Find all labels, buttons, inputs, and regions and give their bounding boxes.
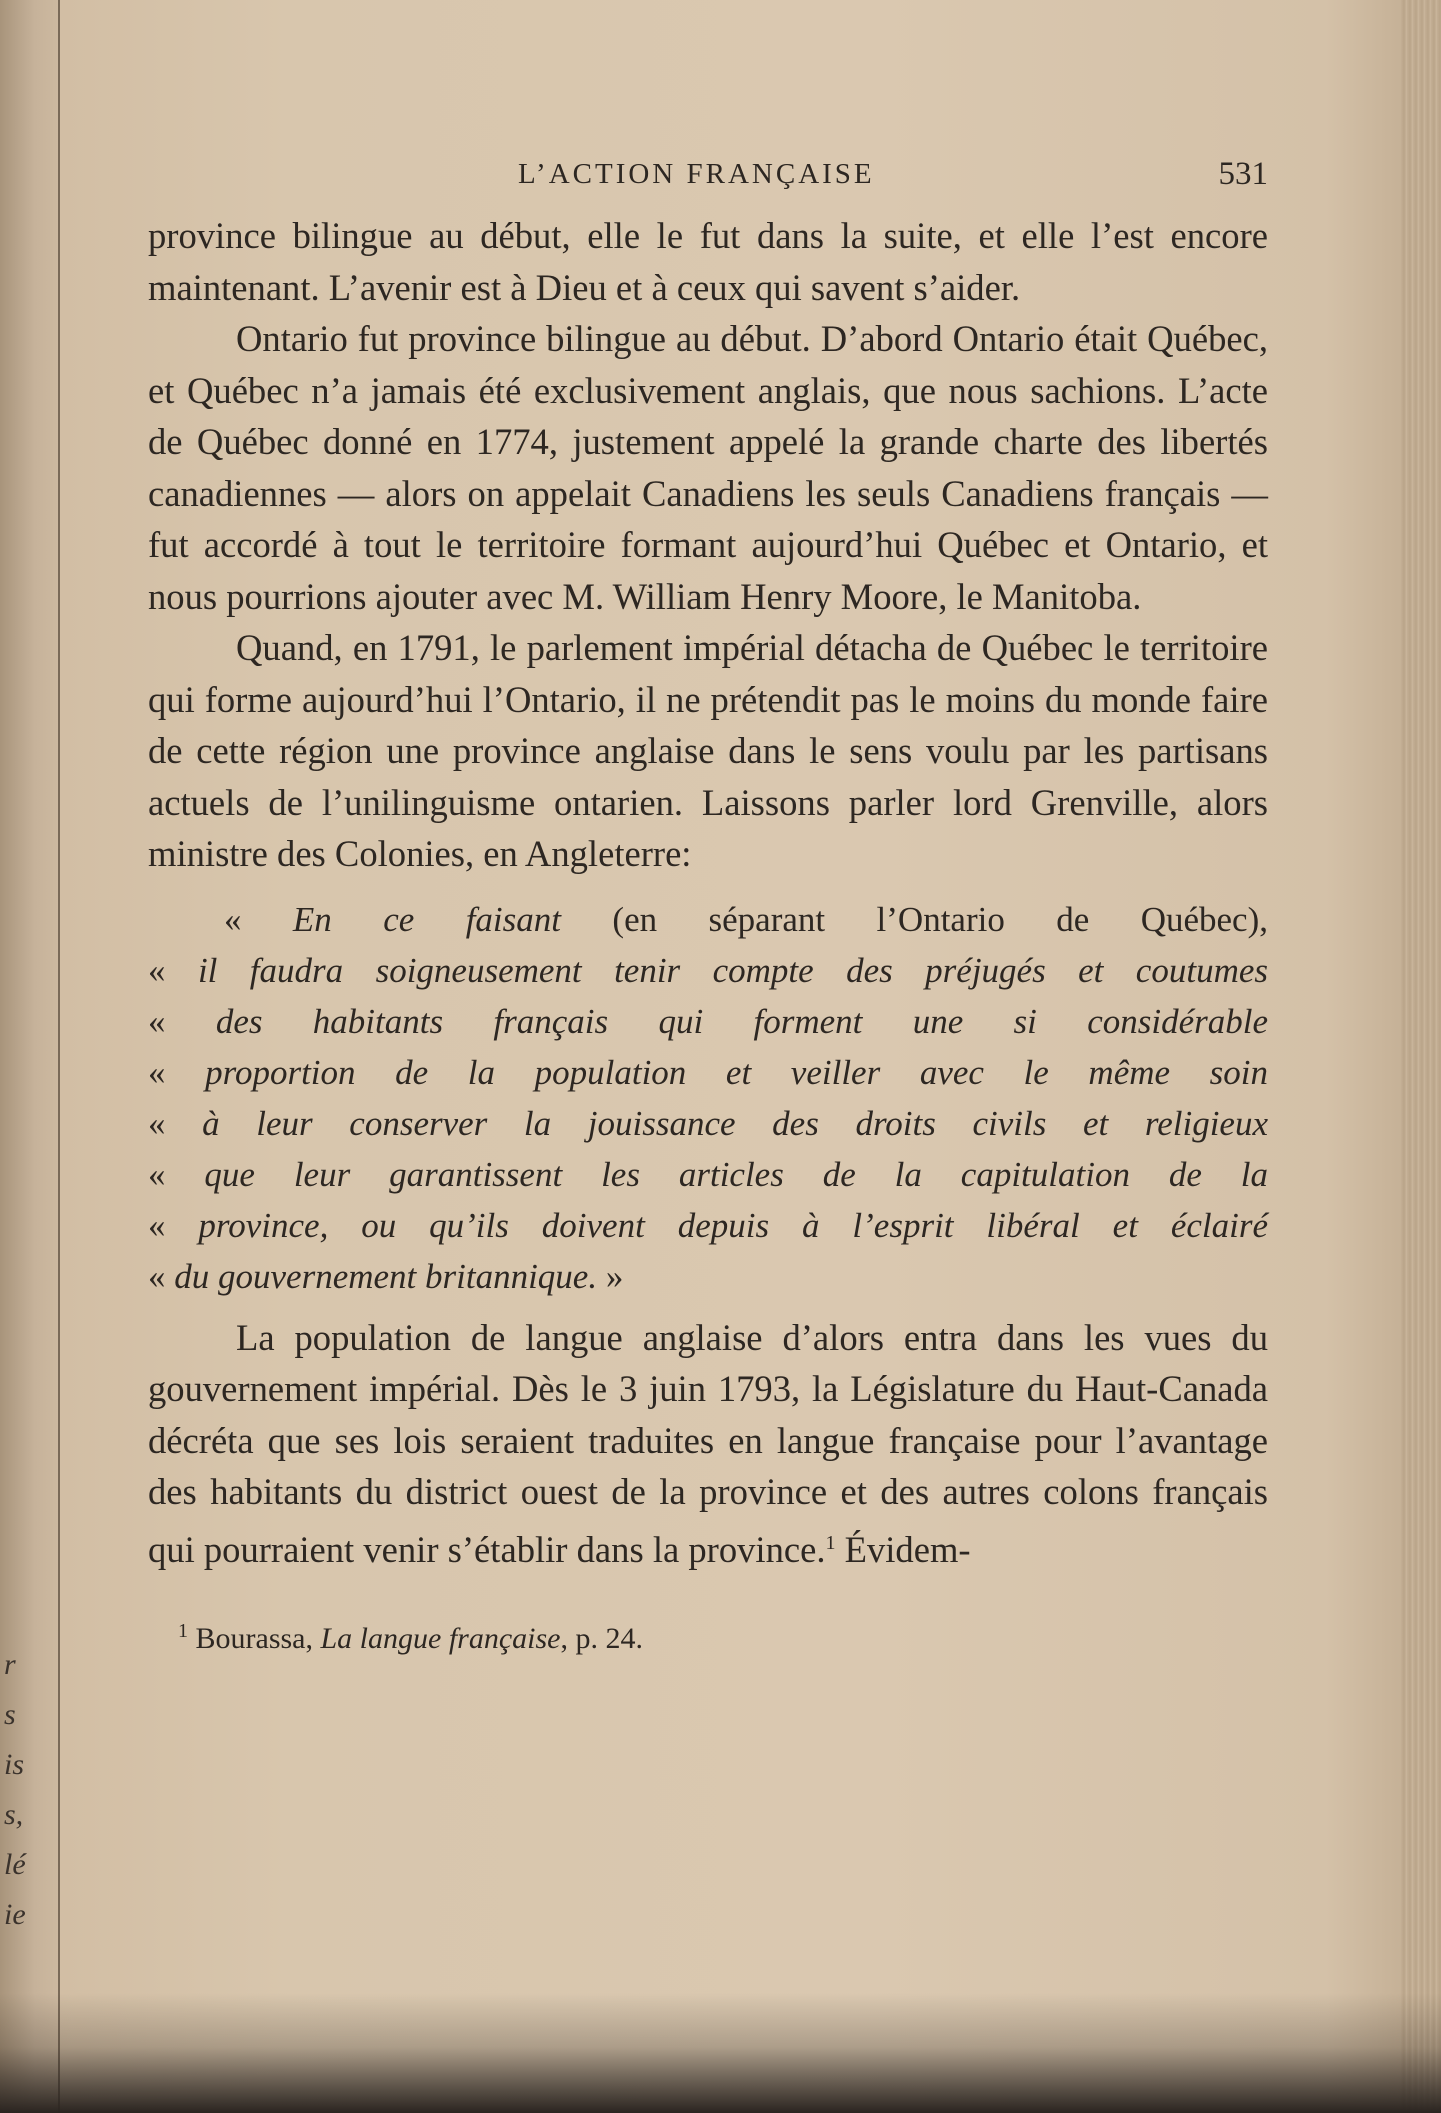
quote-line	[148, 1149, 1268, 1200]
text-block	[148, 150, 1268, 1659]
quote-mark: «	[224, 899, 293, 939]
page-edge-right	[1401, 0, 1441, 2113]
paragraph: province bilingue au début, elle le fut dans la suite, et elle l’est encore maintenant. L’avenir est à Dieu et à ceux qui savent s’aider.	[148, 215, 1268, 308]
margin-fragment: s,	[4, 1798, 24, 1831]
quote-line	[148, 945, 1268, 996]
quote-mark: «	[148, 1205, 199, 1245]
quote-mark: «	[148, 1103, 203, 1143]
quote-roman: (en séparant l’Ontario de Québec),	[561, 899, 1268, 939]
footnote	[148, 1611, 1268, 1659]
margin-fragment: ie	[4, 1898, 26, 1931]
footnote-ref: 1	[825, 1531, 836, 1554]
body-text	[148, 210, 1268, 1575]
paragraph-text-end: Évidem-	[835, 1528, 971, 1570]
running-head: L’ACTION FRANÇAISE	[518, 158, 875, 190]
paragraph: Quand, en 1791, le parlement impérial détacha de Québec le territoire qui forme aujourd’hui l’Ontario, il ne prétendit pas le moins du monde faire de cette région une province anglaise dans le sens voulu par les partisans actuels de l’unilinguisme ontarien. Laissons parler lord Grenville, alors ministre des Colonies, en Angleterre:	[148, 627, 1268, 874]
quote-mark: «	[148, 1256, 175, 1296]
margin-fragment: r	[4, 1648, 16, 1681]
quote-line	[148, 894, 1268, 945]
footnote-author: Bourassa,	[195, 1622, 321, 1656]
paragraph-text: La population de langue anglaise d’alors entra dans les vues du gouvernement impérial. Dès le 3 juin 1793, la Législature du Haut-Canada décréta que ses lois seraient traduites en langue française pour l’avantage des habitants du district ouest de la province et des autres colons français qui pourraient venir s’établir dans la province.	[148, 1316, 1268, 1570]
quote-mark: «	[148, 950, 198, 990]
quote-italic: des habitants français qui forment une si considérable	[215, 1001, 1269, 1041]
quote-line	[148, 1098, 1268, 1149]
quote-roman: »	[597, 1256, 624, 1296]
paragraph	[148, 1312, 1268, 1576]
quote-italic: En ce faisant	[292, 899, 561, 939]
quote-line	[148, 1200, 1268, 1251]
quote-mark: «	[148, 1001, 216, 1041]
quote-italic: proportion de la population et veiller avec le même soin	[205, 1052, 1268, 1092]
margin-fragment: lé	[4, 1848, 26, 1881]
margin-fragment: s	[4, 1698, 16, 1731]
page-number: 531	[1218, 156, 1268, 192]
quote-italic: province, ou qu’ils doivent depuis à l’esprit libéral et éclairé	[198, 1205, 1269, 1245]
margin-fragment: is	[4, 1748, 25, 1781]
quote-line	[148, 1251, 1268, 1302]
quote-italic: du gouvernement britannique.	[174, 1256, 598, 1296]
quote-italic: que leur garantissent les articles de la capitulation de la	[204, 1154, 1268, 1194]
quote-mark: «	[148, 1154, 205, 1194]
page-header	[148, 150, 1268, 210]
footnote-number: 1	[178, 1620, 188, 1643]
quote-italic: à leur conserver la jouissance des droits civils et religieux	[202, 1103, 1268, 1143]
adjacent-page-fragments	[4, 1640, 48, 1940]
bottom-shadow	[0, 1993, 1441, 2113]
footnote-page: , p. 24.	[560, 1622, 643, 1656]
quote-line	[148, 1047, 1268, 1098]
footnote-title: La langue française	[320, 1622, 561, 1656]
binding-edge	[0, 0, 60, 2113]
quote-mark: «	[148, 1052, 206, 1092]
paragraph: Ontario fut province bilingue au début. D’abord Ontario était Québec, et Québec n’a jamais été exclusivement anglais, que nous sachions. L’acte de Québec donné en 1774, justement appelé la grande charte des libertés canadiennes — alors on appelait Canadiens les seuls Canadiens français — fut accordé à tout le territoire formant aujourd’hui Québec et Ontario, et nous pourrions ajouter avec M. William Henry Moore, le Manitoba.	[148, 318, 1268, 617]
quote-italic: il faudra soigneusement tenir compte des préjugés et coutumes	[197, 950, 1269, 990]
block-quote	[148, 894, 1268, 1302]
quote-line	[148, 996, 1268, 1047]
